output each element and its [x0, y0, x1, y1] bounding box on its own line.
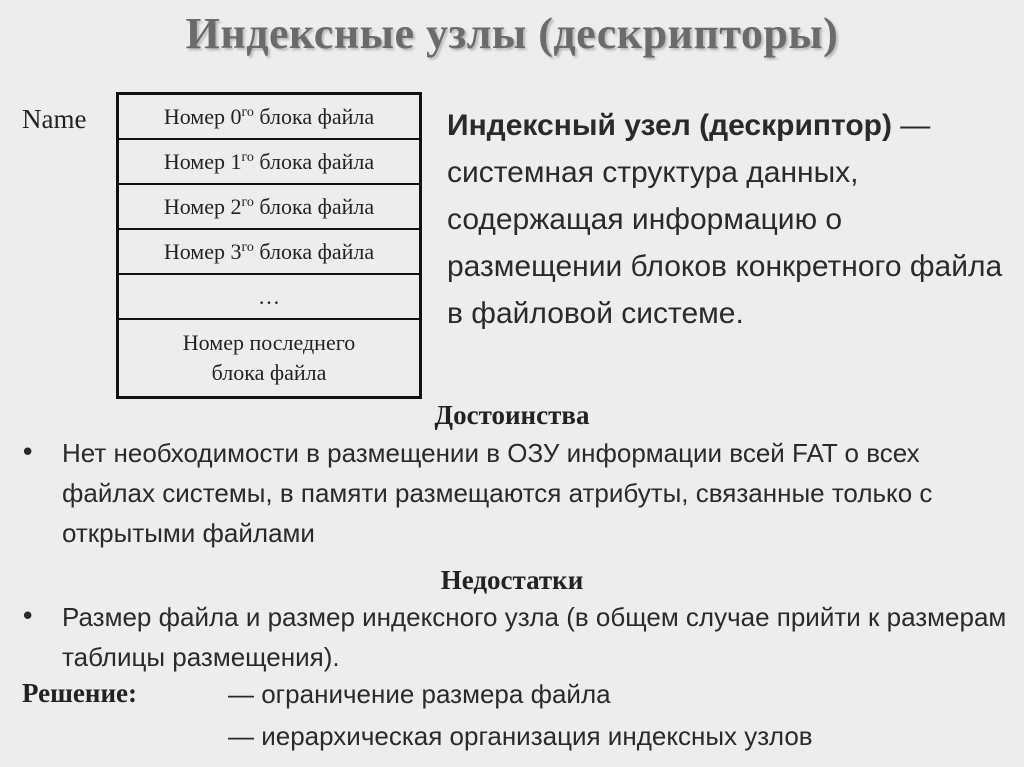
cell-ordinal: го	[241, 104, 254, 120]
definition-text	[447, 102, 1017, 337]
page-title: Индексные узлы (дескрипторы)	[185, 9, 839, 58]
table-cell	[118, 184, 421, 229]
advantages-text: Нет необходимости в размещении в ОЗУ информации всей FAT о всех файлах системы, в памяти размещаются атрибуты, связанные только с открытыми файлами	[62, 438, 933, 548]
bullet-marker: •	[20, 602, 36, 632]
table-row	[118, 184, 421, 229]
solution-item: — ограничение размера файла	[228, 679, 611, 709]
table-cell-last	[118, 319, 421, 398]
table-row	[118, 319, 421, 398]
table-cell-ellipsis: …	[118, 274, 421, 319]
last-line-1: Номер последнего	[182, 330, 356, 356]
table-row	[118, 229, 421, 274]
cell-ordinal: го	[241, 239, 254, 255]
cell-suffix: блока файла	[253, 193, 375, 219]
cell-prefix: Номер 3	[163, 238, 242, 264]
cell-ordinal: го	[241, 194, 254, 210]
cell-suffix: блока файла	[253, 238, 375, 264]
name-label: Name	[22, 104, 87, 134]
cell-prefix: Номер 1	[163, 148, 242, 174]
cell-prefix: Номер 0	[163, 103, 242, 129]
disadvantages-text: Размер файла и размер индексного узла (в общем случае прийти к размерам таблицы размещения).	[62, 602, 1007, 672]
advantages-bullet	[20, 433, 1010, 553]
solution-item: — иерархическая организация индексных узлов	[228, 721, 813, 751]
definition-body: — системная структура данных, содержащая информацию о размещении блоков конкретного файла в файловой системе.	[447, 109, 1003, 330]
cell-suffix: блока файла	[253, 148, 375, 174]
disadvantages-heading: Недостатки	[440, 565, 584, 595]
cell-ordinal: го	[241, 149, 254, 165]
table-cell	[118, 94, 421, 140]
cell-prefix: Номер 2	[163, 193, 242, 219]
cell-suffix: блока файла	[253, 103, 375, 129]
table-cell	[118, 229, 421, 274]
table-row	[118, 139, 421, 184]
solution-label: Решение:	[22, 678, 137, 708]
inode-table	[116, 92, 422, 399]
bullet-marker: •	[20, 438, 36, 468]
table-row	[118, 94, 421, 140]
table-row	[118, 274, 421, 319]
table-cell	[118, 139, 421, 184]
definition-term: Индексный узел (дескриптор)	[447, 109, 892, 142]
advantages-heading: Достоинства	[434, 400, 590, 430]
last-line-2: блока файла	[211, 360, 327, 385]
disadvantages-bullet	[20, 597, 1010, 677]
